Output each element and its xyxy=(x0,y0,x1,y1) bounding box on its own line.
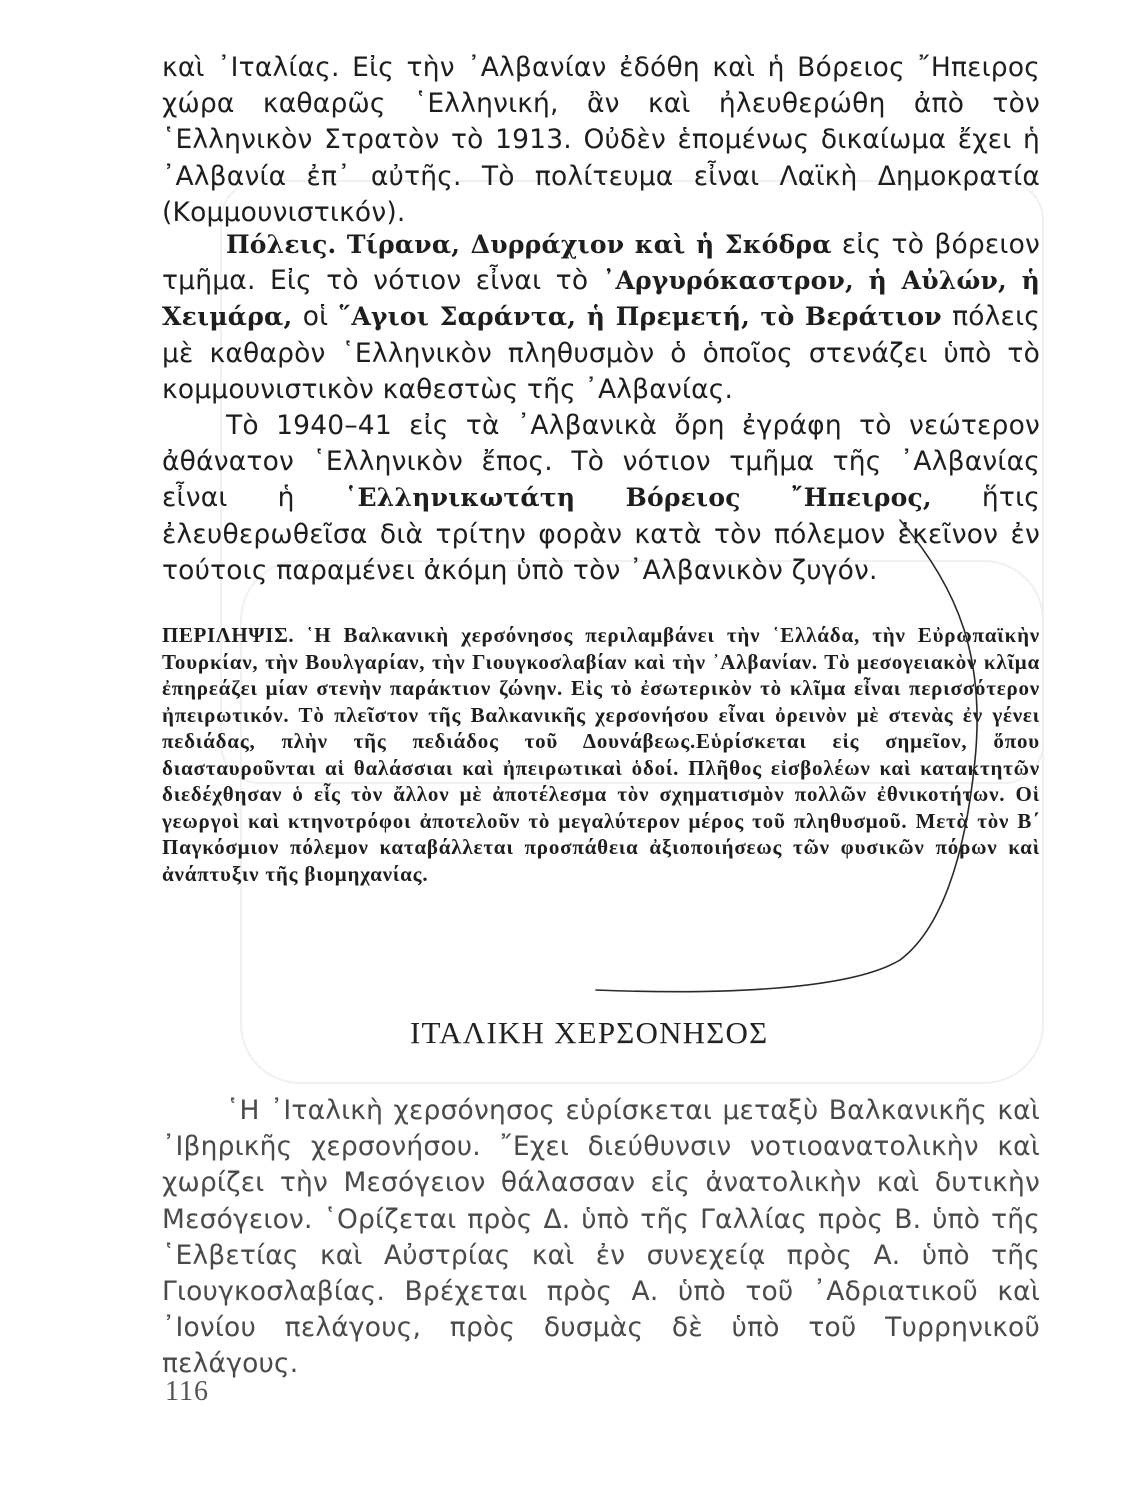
northern-epirus-term: ῾Ελληνικωτάτη Βόρειος ῎Ηπειρος, xyxy=(344,483,932,513)
page-number: 116 xyxy=(165,1376,209,1407)
italian-peninsula-section xyxy=(162,1093,1040,1383)
paragraph-cities xyxy=(162,227,1040,408)
city-names: ᾽Αργυρόκαστρον, ἡ Αὐλών, ἡ Χειμάρα, xyxy=(162,266,1041,332)
paragraph-war-1940 xyxy=(162,408,1040,589)
text-run: Τὸ 1940–41 εἰς τὰ ᾽Αλβανικὰ ὄρη ἐγράφη τὸ νεώτερον ἀθάνατον ῾Ελληνικὸν ἔπος. Τὸ νότιον τμῆμα τῆς ᾽Αλβανίας εἶναι ἡ xyxy=(162,410,1040,514)
paragraph-italy: ῾Η ᾽Ιταλικὴ χερσόνησος εὑρίσκεται μεταξὺ Βαλκανικῆς καὶ ᾽Ιβηρικῆς χερσονήσου. ῎Εχει διεύθυνσιν νοτιοανατολικὴν καὶ χωρίζει τὴν Μεσόγειον θάλασσαν εἰς ἀνατολικὴν καὶ δυτικὴν Μεσόγειον. ῾Ορίζεται πρὸς Δ. ὑπὸ τῆς Γαλλίας πρὸς Β. ὑπὸ τῆς ῾Ελβετίας καὶ Αὐστρίας καὶ ἐν συνεχείᾳ πρὸς Α. ὑπὸ τῆς Γιουγκοσλαβίας. Βρέχεται πρὸς Α. ὑπὸ τοῦ ᾽Αδριατικοῦ καὶ ᾽Ιονίου πελάγους, πρὸς δυσμὰς δὲ ὑπὸ τοῦ Τυρρηνικοῦ πελάγους. xyxy=(162,1095,1040,1380)
text-run: πόλεις μὲ καθαρὸν ῾Ελληνικὸν πληθυσμὸν ὁ ὁποῖος στενάζει ὑπὸ τὸ κομμουνιστικὸν καθεστὼς τῆς ᾽Αλβανίας. xyxy=(162,301,1041,405)
summary-label: ΠΕΡΙΛΗΨΙΣ. xyxy=(162,623,295,647)
cities-section xyxy=(162,227,1040,589)
text-run: ἥτις ἐλευθερωθεῖσα διὰ τρίτην φορὰν κατὰ τὸν πόλεμον ἐκεῖνον ἐν τούτοις παραμένει ἀκόμη ὑπὸ τὸν ᾽Αλβανικὸν ζυγόν. xyxy=(162,482,1040,586)
cities-heading: Πόλεις. Τίρανα, Δυρράχιον καὶ ἡ Σκόδρα xyxy=(226,230,832,259)
text-run: εἰς τὸ βόρειον τμῆμα. Εἰς τὸ νότιον εἶναι τὸ xyxy=(162,229,1040,297)
summary-text: ῾Η Βαλκανικὴ χερσόνησος περιλαμβάνει τὴν ῾Ελλάδα, τὴν Εὐρωπαϊκὴν Τουρκίαν, τὴν Βουλγαρίαν, τὴν Γιουγκοσλαβίαν καὶ τὴν ᾽Αλβανίαν. Τὸ μεσογειακὸν κλῖμα ἐπηρεάζει μίαν στενὴν παράκτιον ζώνην. Εἰς τὸ ἐσωτερικὸν τὸ κλῖμα εἶναι περισσότερον ἠπειρωτικόν. Τὸ πλεῖστον τῆς Βαλκανικῆς χερσονήσου εἶναι ὀρεινὸν μὲ στενὰς ἐν γένει πεδιάδας, πλὴν τῆς πεδιάδος τοῦ Δουνάβεως.Εὑρίσκεται εἰς σημεῖον, ὅπου διασταυροῦνται αἱ θαλάσσιαι καὶ ἠπειρωτικαὶ ὁδοί. Πλῆθος εἰσβολέων καὶ κατακτητῶν διεδέχθησαν ὁ εἷς τὸν ἄλλον μὲ ἀποτέλεσμα τὸν σχηματισμὸν πολλῶν ἐθνικοτήτων. Οἱ γεωργοὶ καὶ κτηνοτρόφοι ἀποτελοῦν τὸ μεγαλύτερον μέρος τοῦ πληθυσμοῦ. Μετὰ τὸν Β΄ Παγκόσμιον πόλεμον καταβάλλεται προσπάθεια ἀξιοποιήσεως τῶν φυσικῶν πόρων καὶ ἀνάπτυξιν τῆς βιομηχανίας. xyxy=(162,623,1040,886)
section-title: ΙΤΑΛΙΚΗ ΧΕΡΣΟΝΗΣΟΣ xyxy=(410,1015,769,1050)
paragraph-albania-politics xyxy=(162,50,1040,231)
city-names: ῞Αγιοι Σαράντα, ἡ Πρεμετή, τὸ Βεράτιον xyxy=(338,302,942,332)
summary-paragraph xyxy=(162,622,1040,887)
text-run: οἱ xyxy=(292,301,339,333)
paragraph-text: καὶ ᾽Ιταλίας. Εἰς τὴν ᾽Αλβανίαν ἐδόθη καὶ ἡ Βόρειος ῎Ηπειρος χώρα καθαρῶς ῾Ελληνική, ἂν καὶ ἠλευθερώθη ἀπὸ τὸν ῾Ελληνικὸν Στρατὸν τὸ 1913. Οὐδὲν ἑπομένως δικαίωμα ἔχει ἡ ᾽Αλβανία ἐπ᾽ αὐτῆς. Τὸ πολίτευμα εἶναι Λαϊκὴ Δημοκρατία (Κομμουνιστικόν). xyxy=(162,52,1040,228)
